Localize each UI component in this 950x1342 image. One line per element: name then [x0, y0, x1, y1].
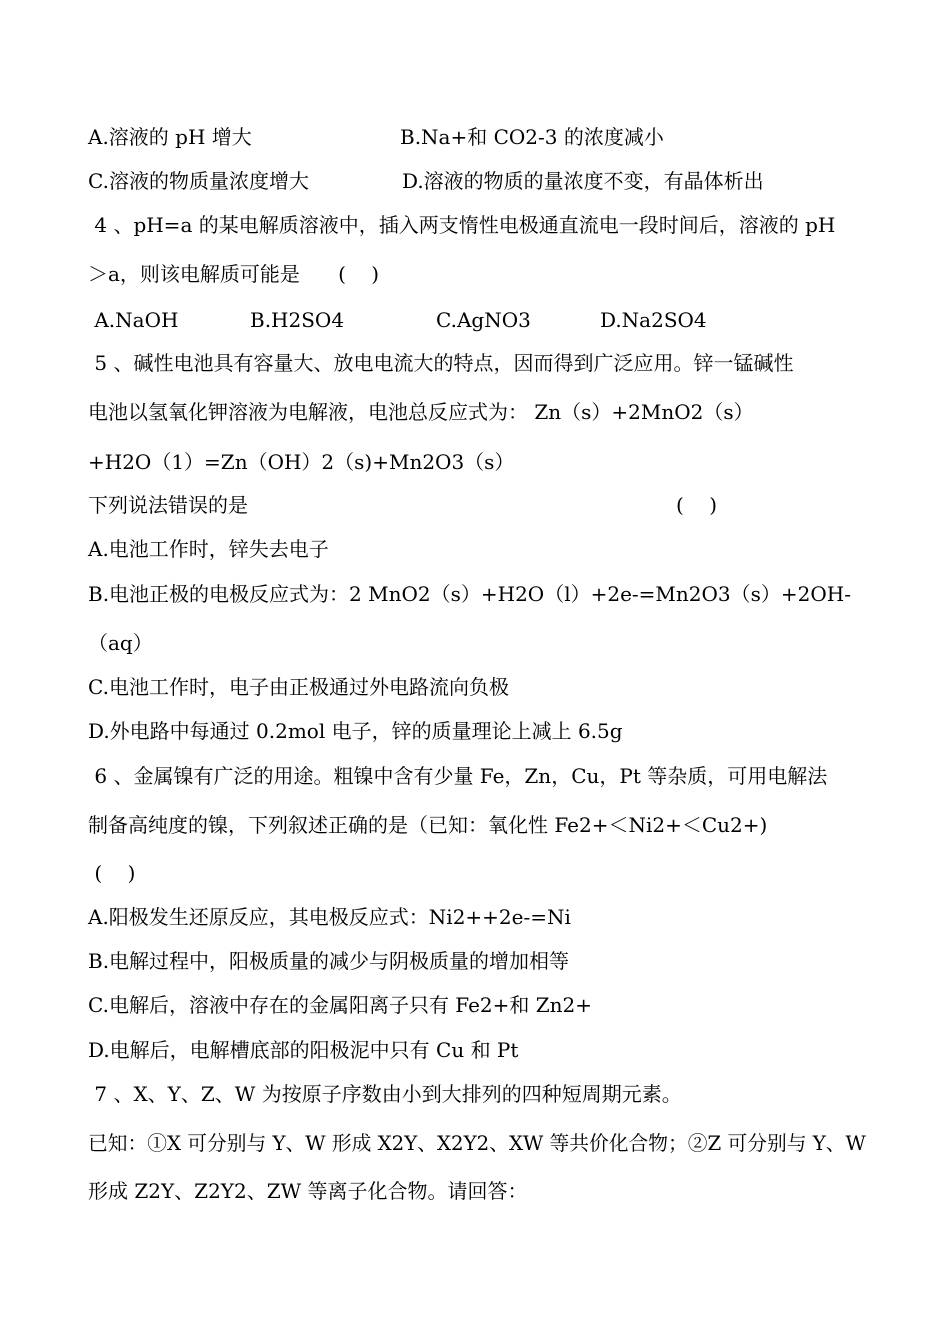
q4-option-a: A.NaOH [88, 308, 179, 332]
q5-stem-line-2: 电池以氢氧化钾溶液为电解液，电池总反应式为： Zn（s）+2MnO2（s） [88, 400, 754, 424]
q6-stem-line-3: ( ) [88, 861, 136, 885]
q5-stem-line-1: 5 、碱性电池具有容量大、放电电流大的特点，因而得到广泛应用。锌一锰碱性 [88, 351, 794, 375]
q5-option-d: D.外电路中每通过 0.2mol 电子，锌的质量理论上减上 6.5g [88, 719, 623, 743]
q6-option-c: C.电解后，溶液中存在的金属阳离子只有 Fe2+和 Zn2+ [88, 993, 593, 1017]
q7-stem-line-1: 7 、X、Y、Z、W 为按原子序数由小到大排列的四种短周期元素。 [88, 1082, 682, 1106]
q5-stem-line-3: +H2O（1）=Zn（OH）2（s)+Mn2O3（s） [88, 450, 515, 474]
q4-option-c: C.AgNO3 [436, 308, 531, 332]
q3-option-c: C.溶液的物质量浓度增大 [88, 169, 309, 193]
q6-option-d: D.电解后，电解槽底部的阳极泥中只有 Cu 和 Pt [88, 1038, 519, 1062]
q5-option-b-line-2: （aq） [88, 631, 153, 655]
q5-question: 下列说法错误的是 [88, 493, 248, 517]
q7-stem-line-2: 已知：①X 可分别与 Y、W 形成 X2Y、X2Y2、XW 等共价化合物；②Z 可分别与 Y、W [88, 1131, 866, 1155]
q5-option-b-line-1: B.电池正极的电极反应式为：2 MnO2（s）+H2O（l）+2e-=Mn2O3（s）+2OH- [88, 582, 851, 606]
q3-option-d: D.溶液的物质的量浓度不变，有晶体析出 [402, 169, 764, 193]
q5-option-c: C.电池工作时，电子由正极通过外电路流向负极 [88, 675, 509, 699]
q3-option-a: A.溶液的 pH 增大 [88, 125, 252, 149]
q4-option-d: D.Na2SO4 [600, 308, 707, 332]
q5-answer-paren: ( ) [676, 493, 718, 517]
q4-stem-line-1: 4 、pH=a 的某电解质溶液中，插入两支惰性电极通直流电一段时间后，溶液的 pH [88, 213, 836, 237]
q3-option-b: B.Na+和 CO2-3 的浓度减小 [400, 125, 664, 149]
q6-stem-line-1: 6 、金属镍有广泛的用途。粗镍中含有少量 Fe，Zn，Cu，Pt 等杂质，可用电解法 [88, 764, 828, 788]
q6-option-b: B.电解过程中，阳极质量的减少与阴极质量的增加相等 [88, 949, 570, 973]
q6-option-a: A.阳极发生还原反应，其电极反应式：Ni2++2e-=Ni [88, 905, 571, 929]
q5-option-a: A.电池工作时，锌失去电子 [88, 537, 329, 561]
q6-stem-line-2: 制备高纯度的镍，下列叙述正确的是（已知：氧化性 Fe2+＜Ni2+＜Cu2+) [88, 813, 768, 837]
q4-option-b: B.H2SO4 [250, 308, 345, 332]
q4-stem-line-2: ＞a，则该电解质可能是 ( ) [88, 262, 380, 286]
q7-stem-line-3: 形成 Z2Y、Z2Y2、ZW 等离子化合物。请回答： [88, 1179, 528, 1203]
